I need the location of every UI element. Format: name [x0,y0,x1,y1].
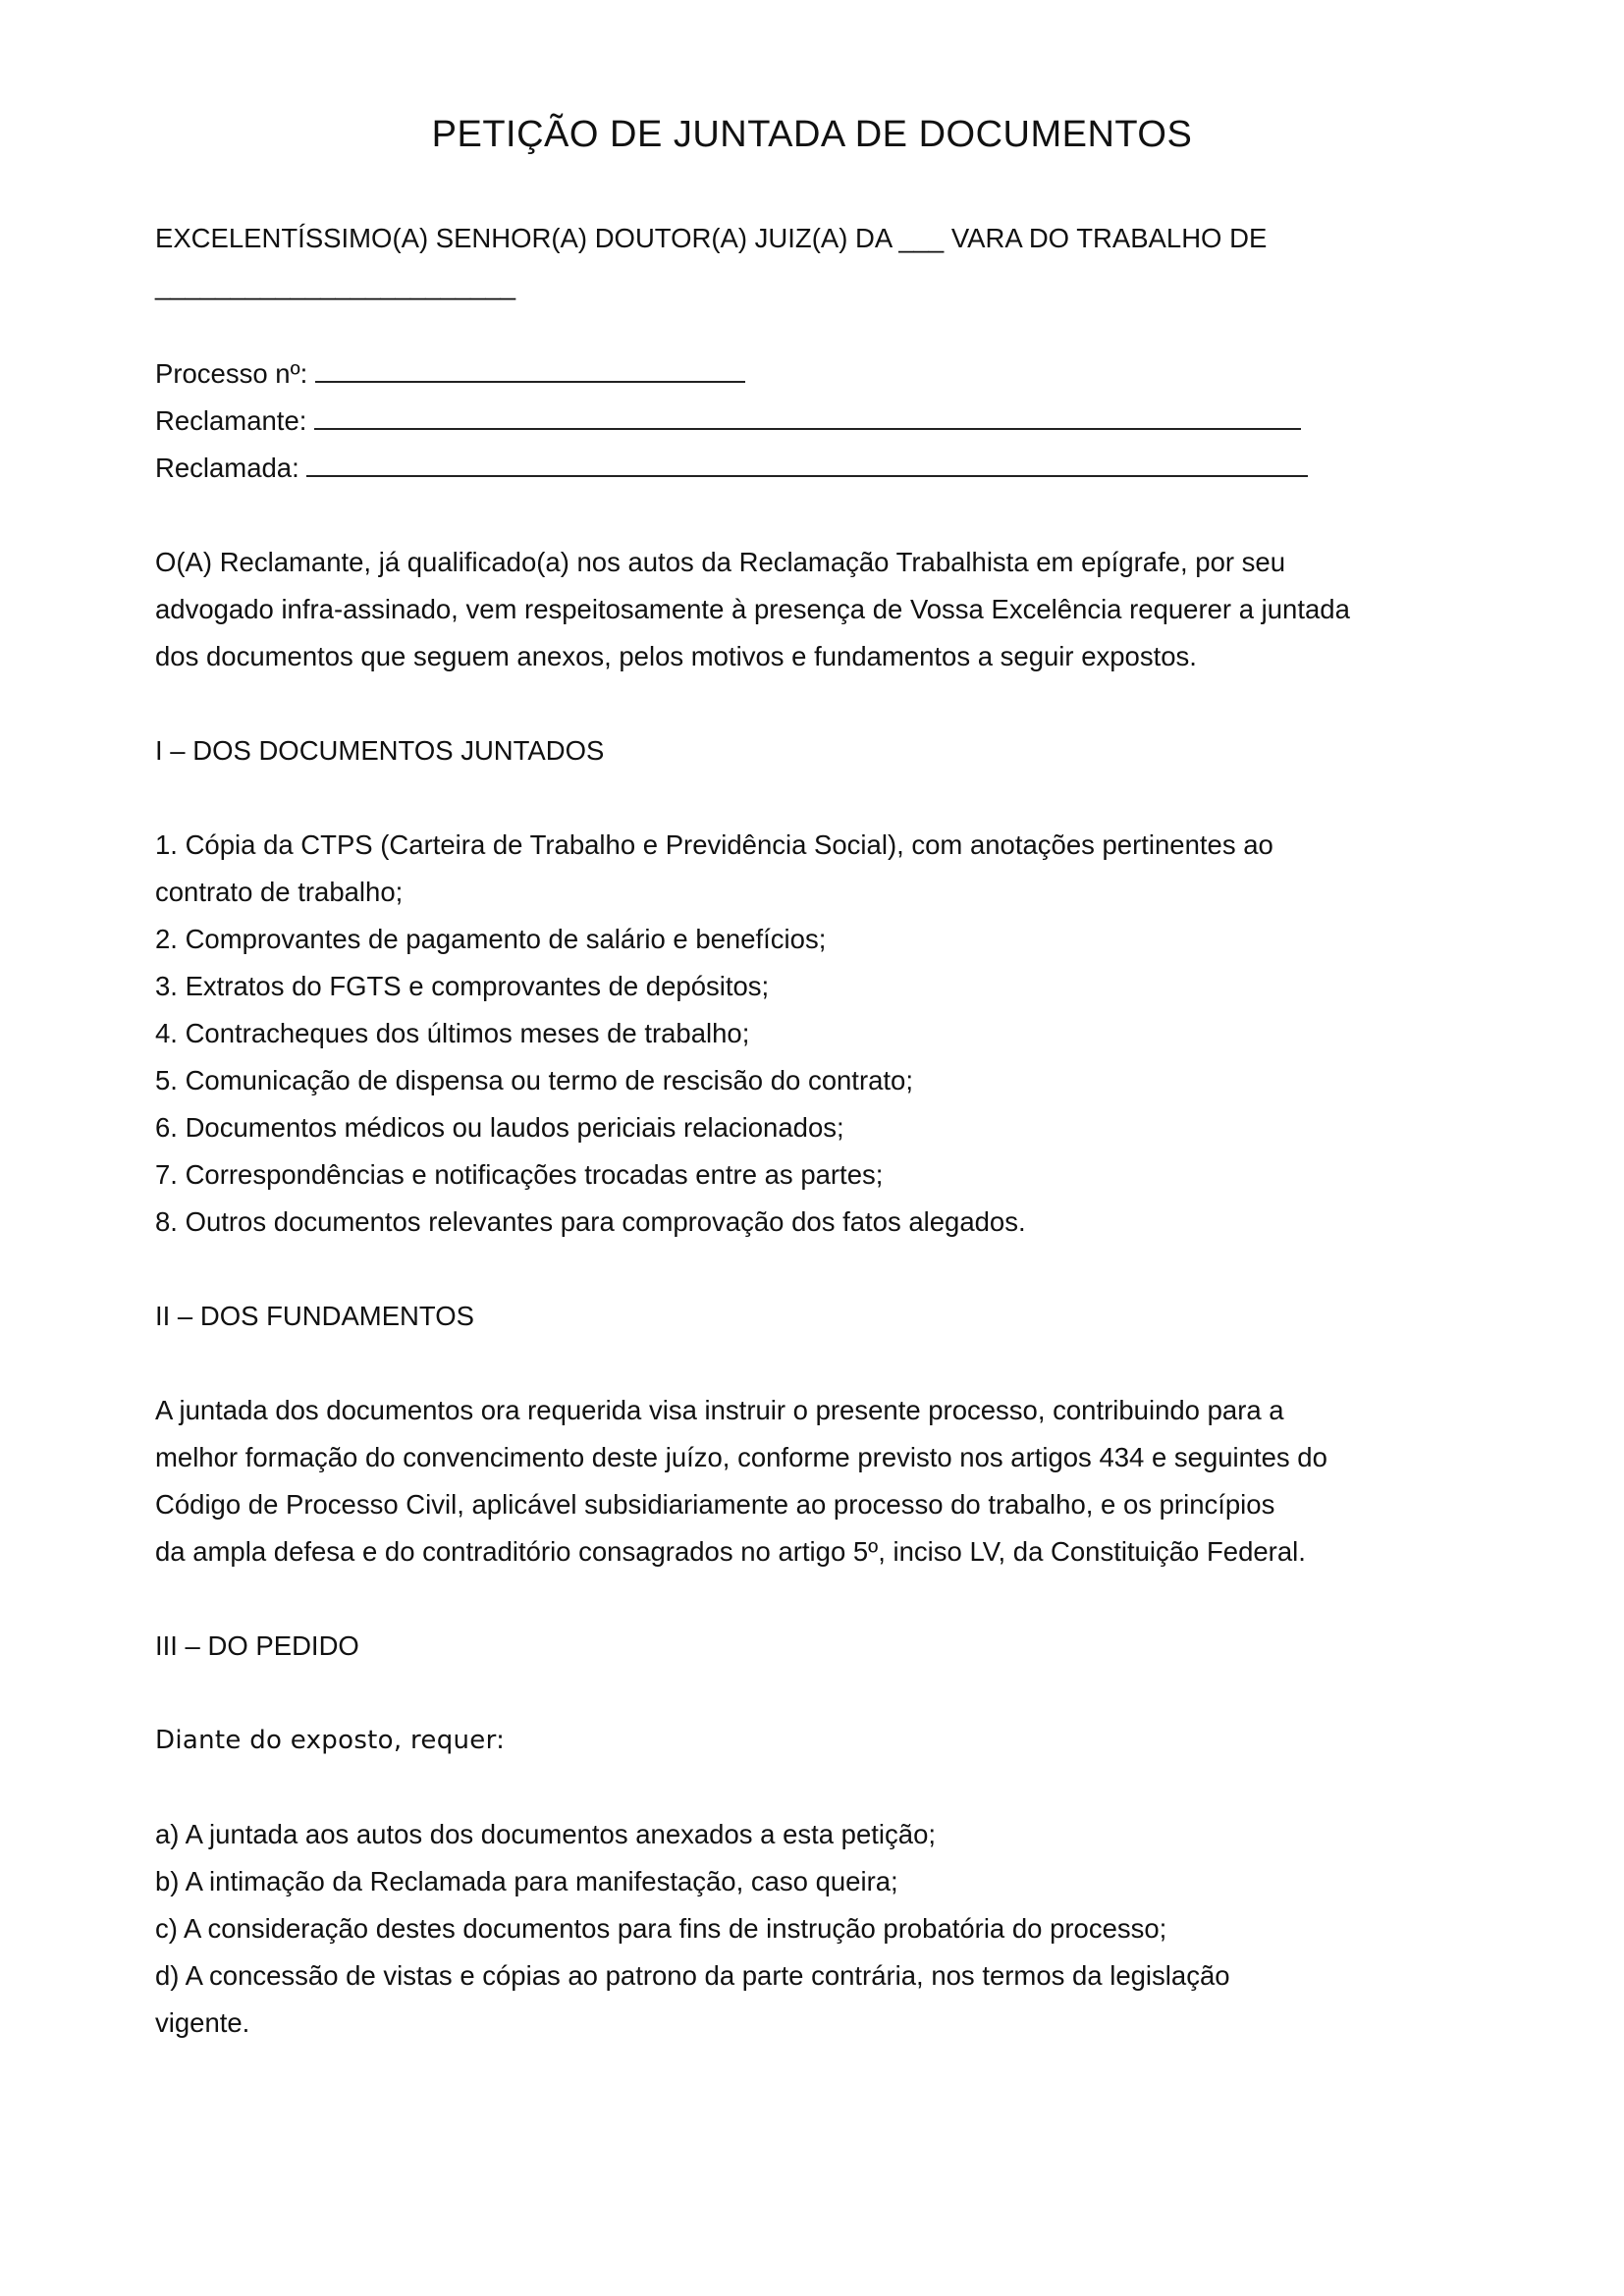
document-list-item: 7. Correspondências e notificações trocadas entre as partes; [155,1159,884,1190]
document-title: PETIÇÃO DE JUNTADA DE DOCUMENTOS [431,114,1193,155]
document-list-item: 5. Comunicação de dispensa ou termo de rescisão do contrato; [155,1065,913,1095]
pedido-intro: Diante do exposto, requer: [155,1726,506,1755]
processo-blank [315,355,745,383]
document-list-item: contrato de trabalho; [155,877,404,907]
processo-field [155,350,1382,398]
fundamentos-line: Código de Processo Civil, aplicável subsidiariamente ao processo do trabalho, e os princípios [155,1489,1275,1520]
document-list-item: 2. Comprovantes de pagamento de salário e benefícios; [155,924,827,954]
reclamada-blank [306,450,1308,477]
pedido-item: vigente. [155,2007,250,2038]
reclamante-blank [314,402,1301,430]
document-list-item: 1. Cópia da CTPS (Carteira de Trabalho e Previdência Social), com anotações pertinentes ao [155,829,1273,860]
section-heading-fundamentos: II – DOS FUNDAMENTOS [155,1301,474,1331]
intro-line: dos documentos que seguem anexos, pelos motivos e fundamentos a seguir expostos. [155,641,1197,671]
intro-line: O(A) Reclamante, já qualificado(a) nos autos da Reclamação Trabalhista em epígrafe, por seu [155,547,1286,577]
document-list-item: 6. Documentos médicos ou laudos periciais relacionados; [155,1112,844,1143]
intro-line: advogado infra-assinado, vem respeitosamente à presença de Vossa Excelência requerer a juntada [155,594,1350,624]
processo-label: Processo nº: [155,358,308,389]
pedido-item: b) A intimação da Reclamada para manifestação, caso queira; [155,1866,898,1896]
fundamentos-line: da ampla defesa e do contraditório consagrados no artigo 5º, inciso LV, da Constituição Federal. [155,1536,1306,1567]
document-list-item: 3. Extratos do FGTS e comprovantes de depósitos; [155,971,770,1001]
section-heading-pedido: III – DO PEDIDO [155,1630,359,1661]
fundamentos-line: A juntada dos documentos ora requerida visa instruir o presente processo, contribuindo para a [155,1395,1284,1425]
addressee-blank-line: ________________________ [155,270,516,300]
document-list-item: 4. Contracheques dos últimos meses de trabalho; [155,1018,750,1048]
reclamante-label: Reclamante: [155,405,307,436]
addressee-line: EXCELENTÍSSIMO(A) SENHOR(A) DOUTOR(A) JUIZ(A) DA ___ VARA DO TRABALHO DE [155,223,1268,253]
fundamentos-line: melhor formação do convencimento deste juízo, conforme previsto nos artigos 434 e seguintes do [155,1442,1327,1472]
section-heading-documentos: I – DOS DOCUMENTOS JUNTADOS [155,735,605,766]
pedido-item: a) A juntada aos autos dos documentos anexados a esta petição; [155,1819,937,1849]
reclamada-label: Reclamada: [155,453,299,483]
pedido-item: d) A concessão de vistas e cópias ao patrono da parte contrária, nos termos da legislação [155,1960,1230,1991]
pedido-item: c) A consideração destes documentos para fins de instrução probatória do processo; [155,1913,1167,1944]
reclamada-field [155,445,1382,492]
document-body [155,215,1382,2047]
reclamante-field [155,398,1382,445]
document-list-item: 8. Outros documentos relevantes para comprovação dos fatos alegados. [155,1206,1026,1237]
